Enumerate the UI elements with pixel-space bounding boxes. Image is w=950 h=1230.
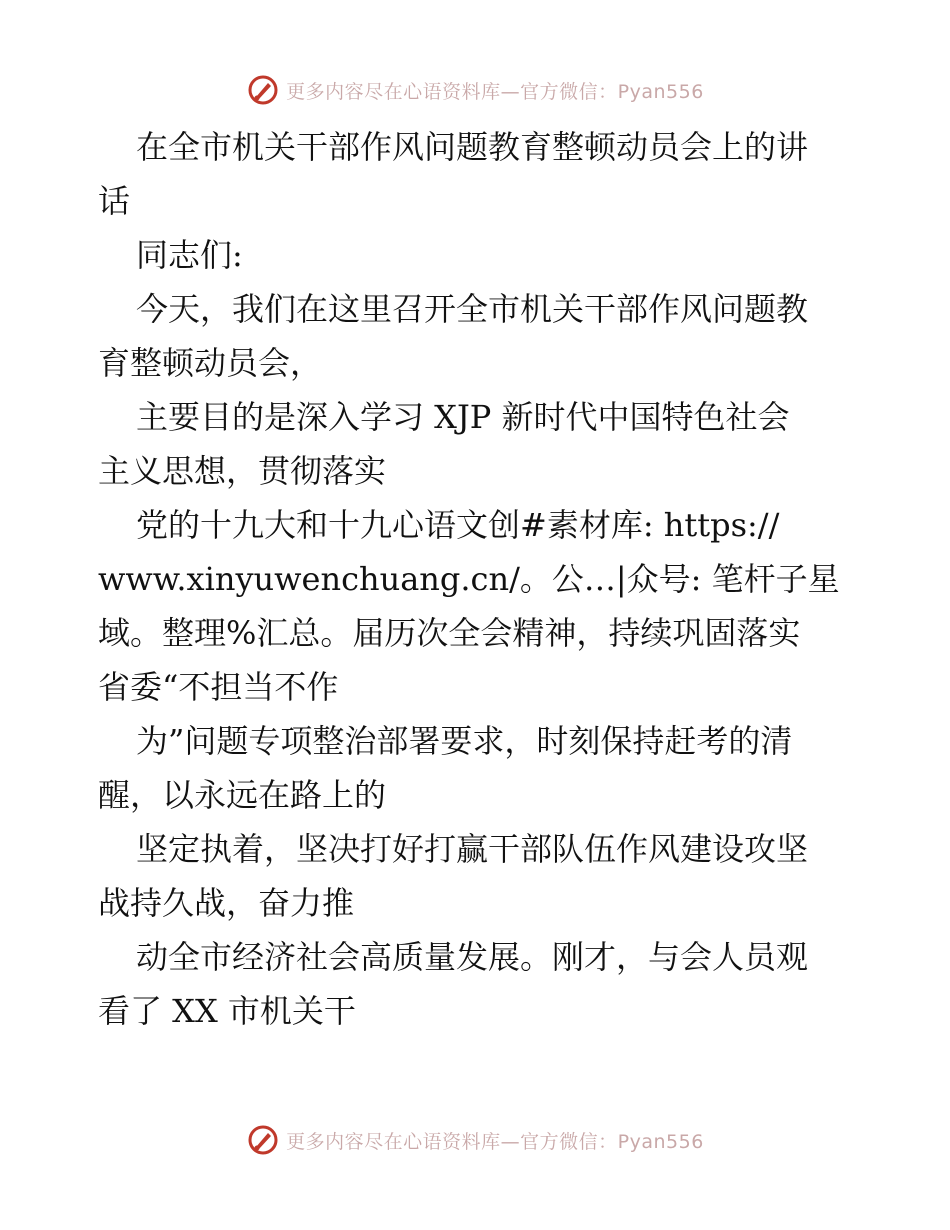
paragraph-line: 育整顿动员会， xyxy=(98,344,323,382)
paragraph-line: 动全市经济社会高质量发展。刚才，与会人员观 xyxy=(136,938,809,976)
ink-brush-logo-icon xyxy=(246,73,280,107)
paragraph-line: 主要目的是深入学习 XJP 新时代中国特色社会 xyxy=(136,398,790,436)
paragraph-line: 看了 XX 市机关干 xyxy=(98,992,356,1030)
paragraph-line: 党的十九大和十九心语文创#素材库: https:// xyxy=(136,506,780,544)
paragraph-line: 坚定执着，坚决打好打赢干部队伍作风建设攻坚 xyxy=(136,830,809,868)
salutation: 同志们: xyxy=(136,236,243,274)
document-body xyxy=(98,120,858,1038)
paragraph-line: www.xinyuwenchuang.cn/。公…|众号: 笔杆子星 xyxy=(98,560,840,598)
paragraph-line: 醒，以永远在路上的 xyxy=(98,776,387,814)
footer-banner xyxy=(0,1120,950,1160)
paragraph-line: 省委“不担当不作 xyxy=(98,668,339,706)
header-banner xyxy=(0,70,950,110)
paragraph-line: 今天，我们在这里召开全市机关干部作风问题教 xyxy=(136,290,809,328)
paragraph-line: 域。整理%汇总。届历次全会精神，持续巩固落实 xyxy=(98,614,801,652)
ink-brush-logo-icon xyxy=(246,1123,280,1157)
document-title: 在全市机关干部作风问题教育整顿动员会上的讲 xyxy=(136,128,809,166)
paragraph-line: 主义思想，贯彻落实 xyxy=(98,452,387,490)
document-title-continued: 话 xyxy=(98,182,131,220)
paragraph-line: 为”问题专项整治部署要求，时刻保持赶考的清 xyxy=(136,722,793,760)
paragraph-line: 战持久战，奋力推 xyxy=(98,884,355,922)
banner-text: 更多内容尽在心语资料库—官方微信：Pyan556 xyxy=(286,1130,704,1153)
banner-text: 更多内容尽在心语资料库—官方微信：Pyan556 xyxy=(286,80,704,103)
